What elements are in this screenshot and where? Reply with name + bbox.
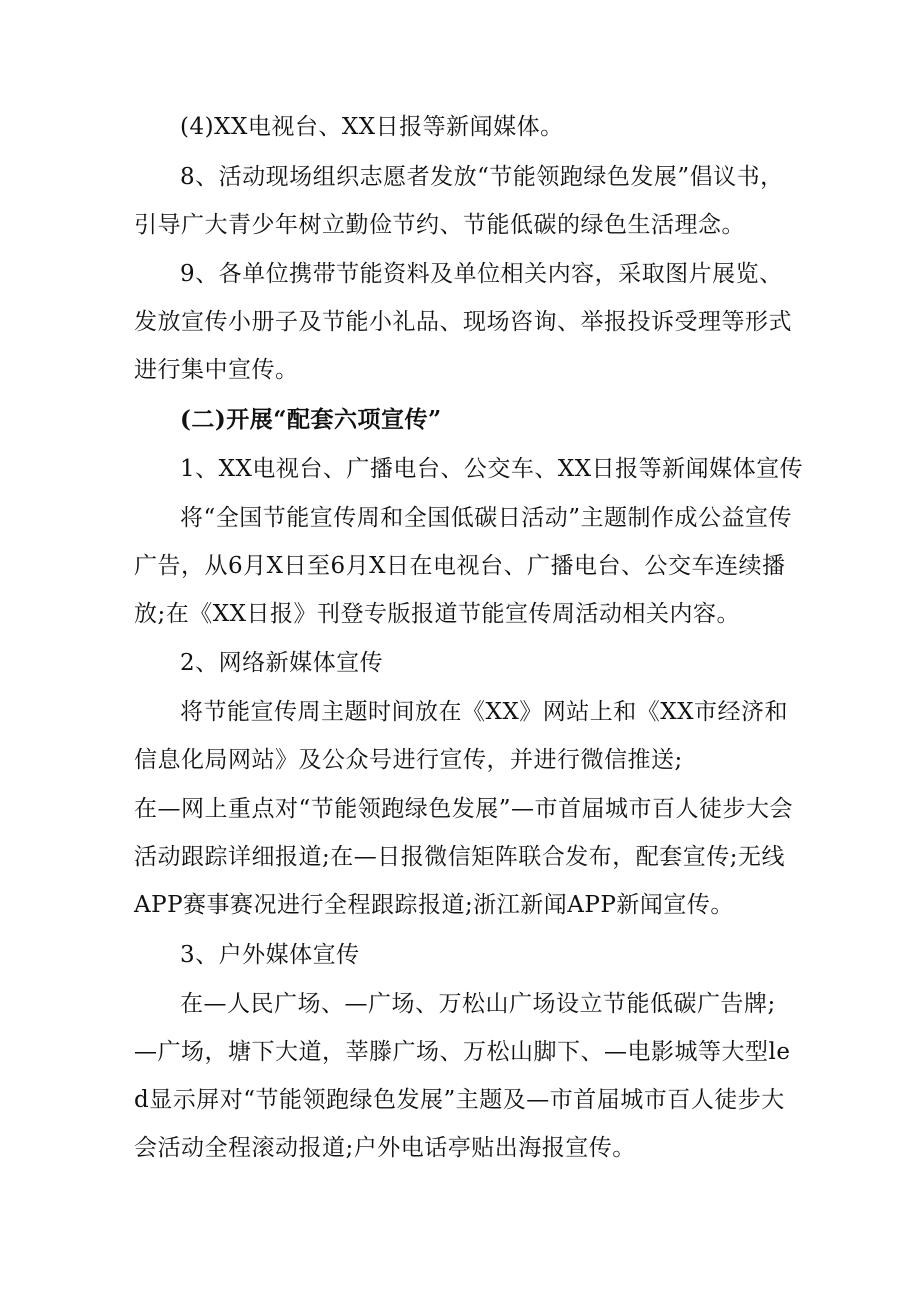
paragraph-item-8: 8、活动现场组织志愿者发放“节能领跑绿色发展”倡议书，引导广大青少年树立勤俭节约、节能低碳的绿色生活理念。 <box>134 164 784 238</box>
paragraph-item-9: 9、各单位携带节能资料及单位相关内容，采取图片展览、发放宣传小册子及节能小礼品、现场咨询、举报投诉受理等形式进行集中宣传。 <box>134 261 792 383</box>
paragraph-tv-media: 将“全国节能宣传周和全国低碳日活动”主题制作成公益宣传广告，从6月X日至6月X日在电视台、广播电台、公交车连续播放;在《XX日报》刊登专版报道节能宣传周活动相关内容。 <box>134 505 793 627</box>
subheading-tv-media: 1、XX电视台、广播电台、公交车、XX日报等新闻媒体宣传 <box>180 456 804 482</box>
paragraph-online-coverage: 在—网上重点对“节能领跑绿色发展”—市首届城市百人徒步大会活动跟踪详细报道;在—日报微信矩阵联合发布，配套宣传;无线APP赛事赛况进行全程跟踪报道;浙江新闻APP新闻宣传。 <box>134 796 794 918</box>
paragraph-news-media: (4)XX电视台、XX日报等新闻媒体。 <box>180 114 564 140</box>
subheading-online-media: 2、网络新媒体宣传 <box>180 650 384 676</box>
subheading-outdoor-media: 3、户外媒体宣传 <box>180 942 360 968</box>
paragraph-online-media: 将节能宣传周主题时间放在《XX》网站上和《XX市经济和信息化局网站》及公众号进行宣传，并进行微信推送; <box>134 699 788 773</box>
section-heading-two: (二)开展“配套六项宣传” <box>180 406 442 433</box>
paragraph-outdoor-media: 在—人民广场、—广场、万松山广场设立节能低碳广告牌;—广场，塘下大道，莘滕广场、万松山脚下、—电影城等大型led显示屏对“节能领跑绿色发展”主题及—市首届城市百人徒步大会活动全程滚动报道;户外电话亭贴出海报宣传。 <box>134 991 791 1161</box>
